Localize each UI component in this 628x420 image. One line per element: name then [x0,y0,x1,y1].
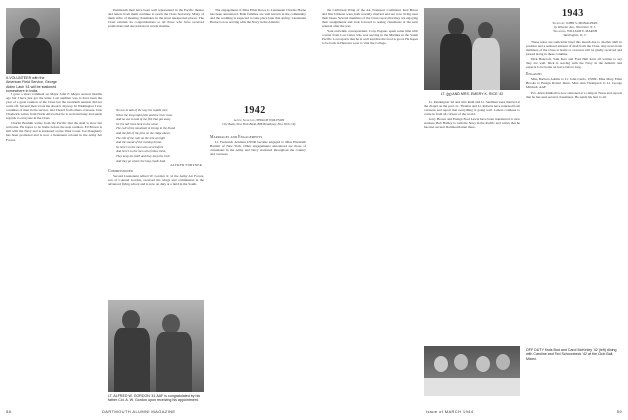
year-heading-1942: 1942 [244,105,266,116]
right-column-1 [322,8,418,400]
class-secretary-address: City Bank, New York Bank, 888 Broadway, New York City [222,122,296,126]
marriages-heading: Marriages and Engagements [210,135,263,139]
commissioned-heading: Commissioned [108,169,133,173]
rice-photo-caption: LT. (jg) AND MRS. EMERY K. RICE '42 [440,92,504,96]
engaged-heading: Engaged [526,72,542,77]
left-col3-intro: The engagement of Miss Ellen Rowe to Lieutenant Charles Horne has been announced. Both families are well known in the community and the wedding is expected to take place later this spring. Lieutenant Horne is now serving with the Navy in the Atlantic. [210,8,306,25]
left-column-2-bottom [108,166,204,296]
class-1943-treasurer: Treasurer, WILLIAM E. MARSH [553,29,597,33]
right-col1-paragraph: the Caribbean Wing of the Air Transport Command. Ken Bruce and Jim Johnson were both recently married and are now living near their bases. Several members of the Class report that they are enjoying their assignments and look forward to seeing classmates at the next reunion after the war. [322,8,418,29]
class-1943-secretary: Secretary, JOHN S. MONAGHAN [552,21,598,25]
poem-line: They keep the faith and they keep the trail [116,153,170,158]
poem-line: The roll of the rain on the tent at night [116,135,166,140]
right-page [322,8,622,414]
right-folio-title: Issue of MARCH 1944 [426,409,474,414]
volunteer-photo-caption: A VOLUNTEER with the American Field Service, George Alden Lash '41 will be stationed somewhere in India. [6,76,57,94]
poem-line: And they go where the long roads lead. [116,158,166,163]
left-folio-number: 58 [6,409,12,414]
left-column-1 [6,92,102,398]
gordon-photo-caption: LT. ALFRED W. GORDON '41 AAF is congratulated by his father Col. A. W. Gordon upon receiving his appointment. [108,394,201,403]
right-col3-paragraph-2: Dick Bancroft, Sam Kerr and Fred Hall have all written to say they are well. Dick is serving with the Navy in the Atlantic and expects to be home on leave before long. [526,57,622,70]
gordon-photo [108,300,204,392]
left-col1-paragraph-2: Charlie Bouldin writes from the Pacific that the mail is slow but welcome. He hopes to be home before the next reunion. Ed Brown is still with the Navy and is stationed on the West Coast. Joe Dougherty has been promoted and is now a lieutenant colonel in the Army Air Forces. [6,121,102,142]
poem-line: And no use to talk of the fish that got away [116,117,171,122]
poem-line: And the fall of the pine on the ridge above, [116,130,171,135]
right-column-2 [424,100,520,340]
poem-line: When the long night falls and the river runs, [116,112,173,117]
left-col3-paragraph: Lt. Frederick Ackman USNR became engaged to Miss Elizabeth Bartlett of New York. Other engagements announced are those of classmates in the Army and Navy stationed throughout the country and overseas. [210,140,306,157]
left-column-2-top [108,8,204,104]
right-col3-paragraph-4: Pvt. Allen Kimball is now stationed at a camp in Texas and reports that he has seen several classmates. He sends his best to all. [526,90,622,99]
poem-line: And the sound of the rushing brook. [116,140,162,145]
left-col2-intro: Dartmouth men have been well represented in the Pacific theater and letters from them continue to reach the Class Secretary. Many of them write of meeting classmates in the most unexpected places. The Class extends its congratulations to all those who have received promotions and decorations in recent months. [108,8,204,29]
year-heading-1943: 1943 [562,8,584,19]
left-folio-title: DARTMOUTH ALUMNI MAGAZINE [102,409,176,414]
poem-author: ALFRED FORTNER [170,163,202,168]
left-col2-paragraph: Second Lieutenant Alfred W. Gordon Jr. of the Army Air Forces, son of Colonel Gordon, received his wings and commission at the advanced flying school and is now on duty at a field in the South. [108,174,204,187]
right-col1-paragraph-2: Your erstwhile correspondent, Corp. Pagano, spent some time with a letter from Lou Carter who was serving in the Marines in the South Pacific. Lou reports that he is well and that the food is good. He hopes to be back in Hanover soon to visit the College. [322,29,418,46]
off-duty-photo [424,346,520,396]
right-col2-paragraph: Lt. Pennington '42 and wife Ruth and Lt. Stedman were married at the chapel on the post. Lt. Thomas and Lt. Roberts have returned from overseas and report that everything is going well. Letters continue to come in from all corners of the world. [424,100,520,117]
class-secretary: Acting Secretary, PHILLIP WOLFSON [233,118,285,122]
poem-line: Or the tall trees bent in the wind. [116,121,159,126]
poem-line: So here's to the men who went before [116,144,164,149]
right-col2-paragraph-2: Jerry Brown and Ensign Fred Lewis have been transferred to new stations. Bob Hadley is with the Navy in the Pacific and writes that he has met several Dartmouth men there. [424,117,520,130]
poem-line: And here's to the men who follow them, [116,149,167,154]
right-column-3 [526,40,622,344]
rice-photo [424,8,520,90]
left-page [6,8,306,414]
right-col3-engagements: Miss Barbara Adams to Lt. John Curtis, USNR. Miss Mary Ellen Brooks to Ensign Robert Dean. Miss Ann Thompson to Lt. George Mitchell, AAF. [526,77,622,90]
left-col1-paragraph: I gave a short comment on Major John F. Meyer several months ago but I have just got the letter. Last summer was to have been the year of a great reunion of the Class but the twentieth reunion did not come off. Several men wrote me about it anyway. In Washington I saw a number of men in the service, and I heard from others overseas. Jack Chadwick writes from North Africa that he is well and busy and sends regards to everyone in the Class. [6,92,102,121]
poem [116,108,202,168]
class-1943-treasurer-address: Washington, D. C. [563,33,587,37]
class-1943-secretary-address: by Wheeler Ave., Worcester, N. J. [553,25,596,29]
left-column-3-top [210,8,306,102]
poem-line: The call of the mountain is strong in the blood [116,126,175,131]
right-folio-number: 59 [616,409,622,414]
poem-line: No use to talk of the way the rapids race [116,108,168,112]
off-duty-photo-caption: OFF DUTY finds Bud and Carol McKinley '42 (left) dining with Caroline and Ted Schoonbeck '42 at the Club Bali, Miami. [526,348,617,361]
right-col3-paragraph: These notes are somewhat brief this month due to another shift in position and a reduced amount of mail from the Class. Any news from members of the Class at home or overseas will be gladly received and passed along in these columns. [526,40,622,57]
volunteer-photo [6,8,60,74]
left-column-3-bottom [210,132,306,398]
